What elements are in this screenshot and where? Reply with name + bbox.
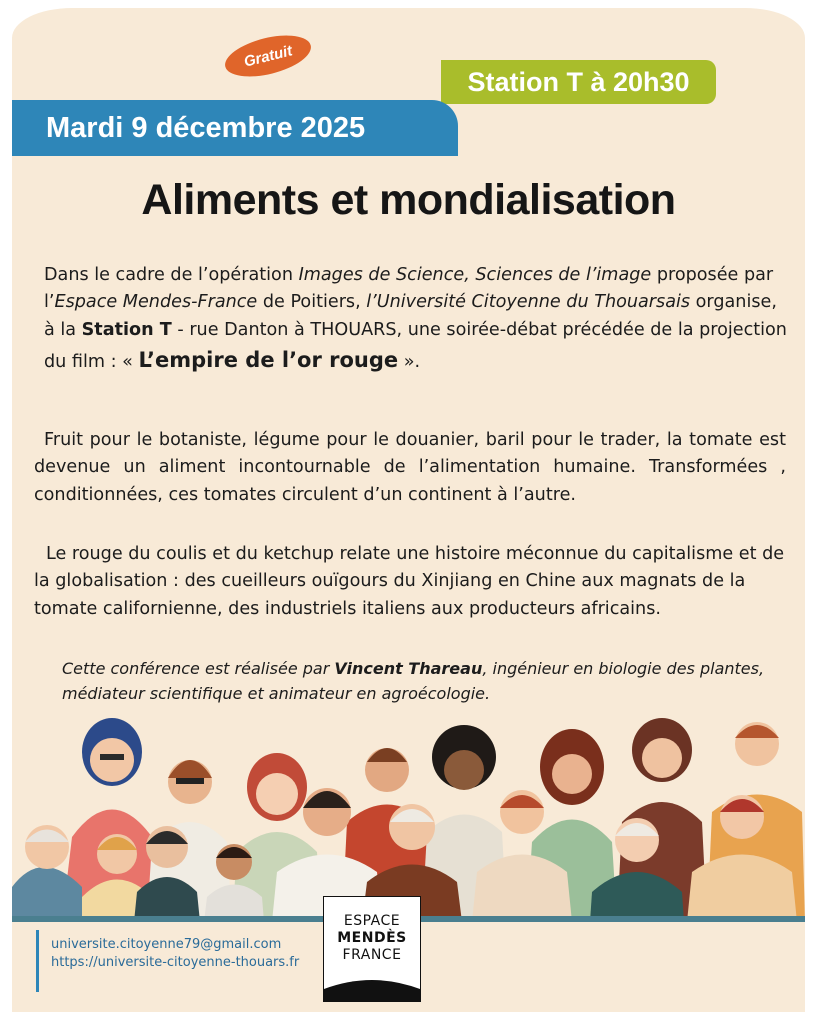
logo-wave-icon (324, 975, 420, 1001)
intro-text: - rue Danton à THOUARS, une soirée-débat précédée de la projection du film : « (44, 319, 787, 372)
intro-text: Dans le cadre de l’opération (44, 265, 299, 285)
venue-time-label: Station T à 20h30 (467, 66, 690, 97)
contact-email[interactable]: universite.citoyenne79@gmail.com (51, 937, 282, 952)
speaker-text: , ingénieur en biologie des plantes, médiateur scientifique et animateur en agroécologie. (62, 659, 765, 703)
description-paragraph-2: Le rouge du coulis et du ketchup relate une histoire méconnue du capitalisme et de la globalisation : des cueilleurs ouïgours du Xinjiang en Chine aux magnats de la tomate californienne, des industriels italiens aux producteurs africains. (34, 544, 785, 619)
contact-block (36, 930, 299, 992)
university-name: l’Université Citoyenne du Thouarsais (366, 292, 691, 313)
operation-name: Images de Science, Sciences de l’image (298, 265, 652, 285)
film-title: L’empire de l’or rouge (138, 347, 399, 372)
intro-text: proposée par l’ (44, 265, 774, 313)
intro-text: de Poitiers, (257, 292, 367, 313)
venue-time-banner (441, 60, 716, 104)
free-badge-label: Gratuit (242, 41, 294, 71)
contact-website[interactable]: https://universite-citoyenne-thouars.fr (51, 955, 300, 970)
logo-line-2: MENDÈS (337, 930, 407, 946)
intro-text: ». (398, 351, 421, 372)
speaker-name: Vincent Thareau (334, 659, 483, 678)
date-label: Mardi 9 décembre 2025 (46, 111, 366, 144)
event-title: Aliments et mondialisation (141, 176, 676, 224)
speaker-paragraph (62, 657, 784, 707)
espace-mendes-france-logo (323, 896, 421, 1002)
intro-paragraph (44, 262, 788, 376)
logo-line-1: ESPACE (343, 913, 401, 929)
organizer-name: Espace Mendes-France (54, 292, 258, 313)
date-banner (12, 100, 458, 156)
intro-text: organise, à la (44, 292, 777, 340)
description-paragraph-1: Fruit pour le botaniste, légume pour le douanier, baril pour le trader, la tomate est devenue un aliment incontournable de l’alimentation humaine. Transformées , conditionnées, ces tomates circulent d’un continent à l’autre. (34, 430, 786, 505)
crowd-illustration (12, 712, 805, 922)
venue-name: Station T (81, 319, 172, 340)
speaker-text: Cette conférence est réalisée par (62, 659, 335, 678)
logo-line-3: FRANCE (342, 947, 402, 963)
